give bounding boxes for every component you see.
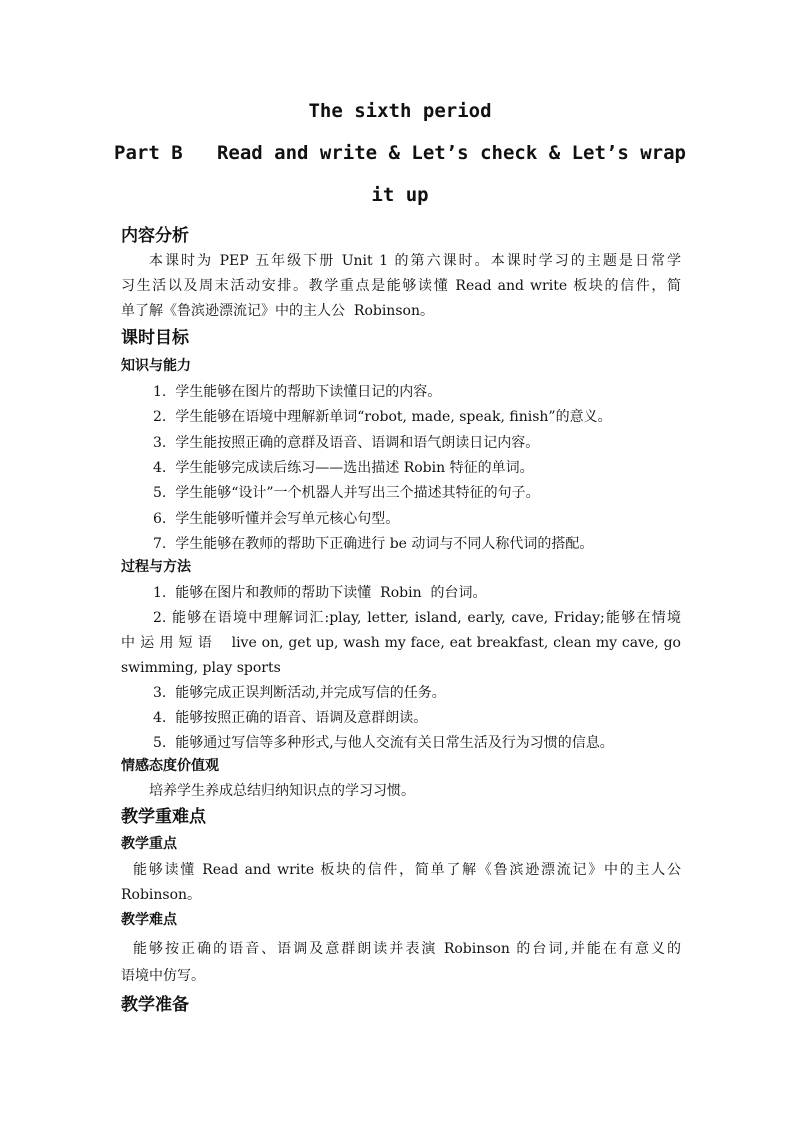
teaching-difficulty-heading: 教学难点 (121, 912, 177, 928)
objectives-heading: 课时目标 (121, 328, 189, 348)
content-analysis-line-3: 单了解《鲁滨逊漂流记》中的主人公 Robinson。 (121, 303, 434, 319)
knowledge-item-4: 4. 学生能够完成读后练习——选出描述 Robin 特征的单词。 (153, 460, 534, 476)
process-heading: 过程与方法 (121, 559, 191, 575)
emotion-text: 培养学生养成总结归纳知识点的学习习惯。 (149, 783, 415, 799)
process-item-1: 1. 能够在图片和教师的帮助下读懂 Robin 的台词。 (153, 585, 487, 601)
key-points-heading: 教学重难点 (121, 807, 206, 827)
knowledge-item-3: 3. 学生能按照正确的意群及语音、语调和语气朗读日记内容。 (153, 435, 540, 451)
content-analysis-line-1: 本课时为 PEP 五年级下册 Unit 1 的第六课时。本课时学习的主题是日常学 (149, 253, 681, 269)
title-line-1: The sixth period (308, 100, 492, 122)
knowledge-item-6: 6. 学生能够听懂并会写单元核心句型。 (153, 511, 400, 527)
knowledge-item-7: 7. 学生能够在教师的帮助下正确进行 be 动词与不同人称代词的搭配。 (153, 536, 594, 552)
content-analysis-line-2: 习生活以及周末活动安排。教学重点是能够读懂 Read and write 板块的信件，简 (121, 278, 681, 294)
process-item-3: 3. 能够完成正误判断活动,并完成写信的任务。 (153, 685, 446, 701)
process-item-4: 4. 能够按照正确的语音、语调及意群朗读。 (153, 710, 428, 726)
emotion-heading: 情感态度价值观 (121, 758, 219, 774)
process-item-2-line-1: 2. 能够在语境中理解词汇:play, letter, island, early, cave, Friday;能够在情境 (153, 610, 681, 626)
teaching-difficulty-line-1: 能够按正确的语音、语调及意群朗读并表演 Robinson 的台词,并能在有意义的 (133, 941, 681, 957)
knowledge-item-1: 1. 学生能够在图片的帮助下读懂日记的内容。 (153, 384, 442, 400)
preparation-heading: 教学准备 (121, 995, 189, 1015)
teaching-focus-heading: 教学重点 (121, 836, 177, 852)
title-line-3: it up (371, 184, 429, 206)
content-analysis-heading: 内容分析 (121, 226, 189, 246)
knowledge-heading: 知识与能力 (121, 358, 191, 374)
knowledge-item-5: 5. 学生能够“设计”一个机器人并写出三个描述其特征的句子。 (153, 485, 540, 501)
process-item-5: 5. 能够通过写信等多种形式,与他人交流有关日常生活及行为习惯的信息。 (153, 735, 614, 751)
process-item-2-line-2: 中 运 用 短 语 live on, get up, wash my face, eat breakfast, clean my cave, go (121, 635, 681, 651)
title-line-2: Part B Read and write & Let’s check & Let’s wrap (114, 142, 686, 164)
teaching-focus-line-2: Robinson。 (121, 887, 202, 903)
knowledge-item-2: 2. 学生能够在语境中理解新单词“robot, made, speak, finish”的意义。 (153, 409, 612, 425)
teaching-focus-line-1: 能够读懂 Read and write 板块的信件，简单了解《鲁滨逊漂流记》中的主人公 (133, 862, 681, 878)
process-item-2-line-3: swimming, play sports (121, 660, 281, 676)
teaching-difficulty-line-2: 语境中仿写。 (121, 968, 205, 984)
